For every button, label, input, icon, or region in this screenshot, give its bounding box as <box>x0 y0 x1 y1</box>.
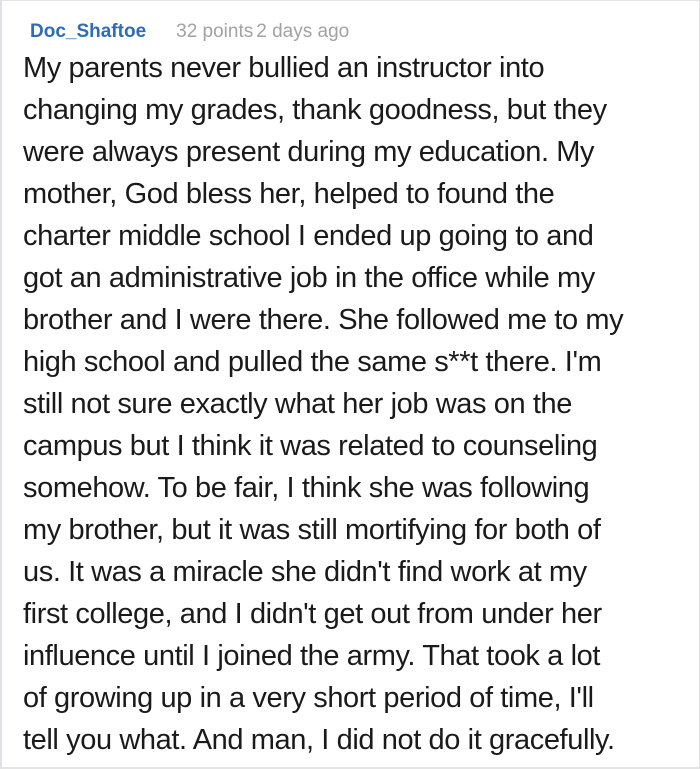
comment-body-line: changing my grades, thank goodness, but they <box>23 94 607 126</box>
comment-body-line: charter middle school I ended up going to and <box>23 220 594 252</box>
comment-body-line: my brother, but it was still mortifying for both of <box>23 514 601 546</box>
comment-body-line: of growing up in a very short period of time, I'll <box>23 682 594 714</box>
comment-timestamp: 2 days ago <box>256 21 350 42</box>
comment-body-line: mother, God bless her, helped to found the <box>23 178 555 210</box>
comment-body-line: were always present during my education. My <box>23 136 595 168</box>
comment-body-line: tell you what. And man, I did not do it gracefully. <box>23 724 615 756</box>
comment-body <box>23 47 689 761</box>
comment-body-line: influence until I joined the army. That took a lot <box>23 640 600 672</box>
comment-score: 32 points <box>176 21 254 42</box>
comment-body-line: high school and pulled the same s**t there. I'm <box>23 346 602 378</box>
comment-body-line: first college, and I didn't get out from under her <box>23 598 602 630</box>
comment-body-line: brother and I were there. She followed me to my <box>23 304 624 336</box>
comment-body-line: somehow. To be fair, I think she was following <box>23 472 590 504</box>
comment-body-line: My parents never bullied an instructor into <box>23 52 545 84</box>
comment-body-line: us. It was a miracle she didn't find work at my <box>23 556 587 588</box>
comment-author-link[interactable]: Doc_Shaftoe <box>30 21 147 42</box>
comment-meta <box>176 21 352 42</box>
comment-body-line: still not sure exactly what her job was on the <box>23 388 572 420</box>
comment-body-line: got an administrative job in the office while my <box>23 262 595 294</box>
comment-header <box>30 20 689 45</box>
comment-body-line: campus but I think it was related to counseling <box>23 430 598 462</box>
